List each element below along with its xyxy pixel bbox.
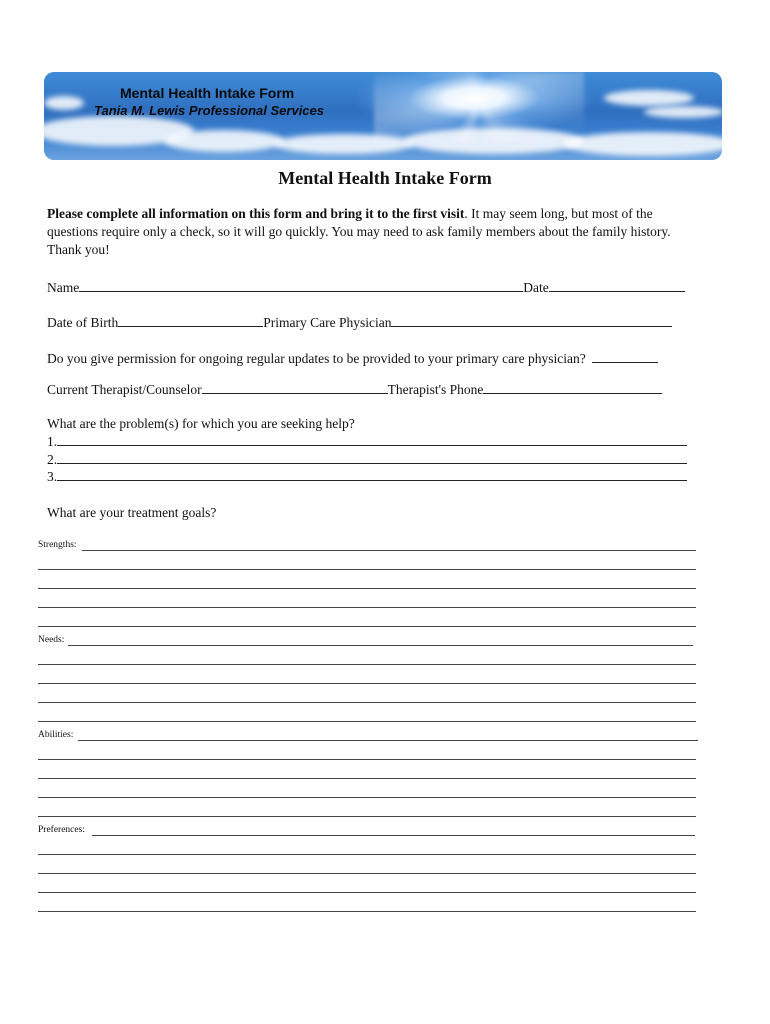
problem-line-2: 2. (47, 451, 687, 468)
strengths-line[interactable] (38, 607, 696, 608)
problem-line-1: 1. (47, 433, 687, 450)
abilities-line[interactable] (38, 816, 696, 817)
name-label: Name (47, 280, 80, 295)
strengths-line[interactable] (82, 550, 696, 551)
abilities-line[interactable] (38, 778, 696, 779)
preferences-line[interactable] (38, 892, 696, 893)
strengths-label: Strengths: (38, 540, 77, 550)
intro-text: . It may seem long, but most of the questions require only a check, so it will go quickly. You may need to ask family members about the family history. Thank you! (47, 206, 671, 257)
banner-subtitle: Tania M. Lewis Professional Services (94, 103, 325, 118)
therapist-phone-field[interactable] (483, 381, 662, 394)
preferences-line[interactable] (38, 873, 696, 874)
abilities-label: Abilities: (38, 730, 74, 740)
page-title: Mental Health Intake Form (278, 168, 492, 188)
permission-question: Do you give permission for ongoing regular updates to be provided to your primary care physician? (47, 351, 586, 366)
strengths-line[interactable] (38, 569, 696, 570)
dob-label: Date of Birth (47, 315, 119, 330)
preferences-line[interactable] (92, 835, 695, 836)
therapist-phone-label: Therapist's Phone (387, 382, 484, 397)
physician-label: Primary Care Physician (263, 315, 392, 330)
date-label: Date (523, 280, 549, 295)
dob-field[interactable] (118, 314, 263, 327)
name-field[interactable] (79, 279, 523, 292)
physician-field[interactable] (391, 314, 672, 327)
intro-bold-text: Please complete all information on this form and bring it to the first visit (47, 206, 465, 221)
banner-title: Mental Health Intake Form (120, 85, 295, 101)
needs-label: Needs: (38, 635, 65, 645)
date-field[interactable] (549, 279, 685, 292)
problem-field-1[interactable] (57, 433, 687, 446)
therapist-field[interactable] (202, 381, 388, 394)
therapist-row (47, 381, 662, 398)
preferences-label: Preferences: (38, 825, 85, 835)
problem-field-3[interactable] (57, 468, 687, 481)
permission-row (47, 350, 658, 367)
dob-physician-row (47, 314, 672, 331)
problem-line-3: 3. (47, 468, 687, 485)
preferences-line[interactable] (38, 854, 696, 855)
intro-paragraph (47, 205, 697, 259)
problems-question: What are the problem(s) for which you are seeking help? (47, 416, 355, 431)
name-date-row (47, 279, 685, 296)
needs-line[interactable] (38, 702, 696, 703)
header-banner (44, 72, 722, 160)
abilities-line[interactable] (78, 740, 698, 741)
needs-line[interactable] (38, 721, 696, 722)
problem-field-2[interactable] (57, 451, 687, 464)
abilities-line[interactable] (38, 759, 696, 760)
goals-question: What are your treatment goals? (47, 505, 217, 520)
preferences-line[interactable] (38, 911, 696, 912)
needs-line[interactable] (38, 683, 696, 684)
needs-line[interactable] (38, 664, 696, 665)
strengths-line[interactable] (38, 626, 696, 627)
therapist-label: Current Therapist/Counselor (47, 382, 202, 397)
abilities-line[interactable] (38, 797, 696, 798)
needs-line[interactable] (68, 645, 693, 646)
strengths-line[interactable] (38, 588, 696, 589)
permission-field[interactable] (592, 350, 658, 363)
